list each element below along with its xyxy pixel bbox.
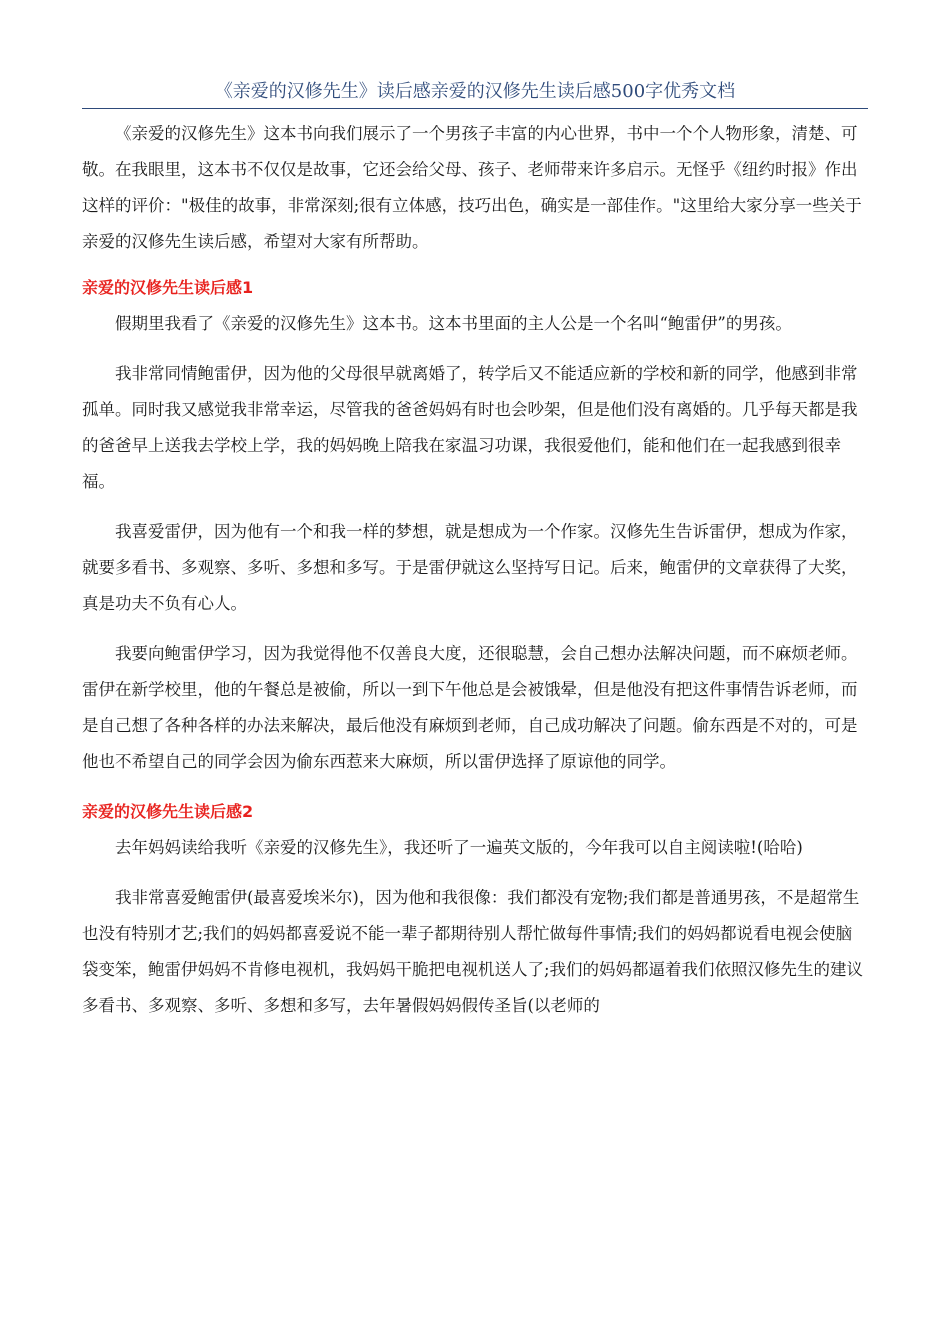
document-body [82, 116, 868, 1038]
paragraph: 我要向鲍雷伊学习，因为我觉得他不仅善良大度，还很聪慧，会自己想办法解决问题，而不麻烦老师。雷伊在新学校里，他的午餐总是被偷，所以一到下午他总是会被饿晕，但是他没有把这件事情告诉老师，而是自己想了各种各样的办法来解决，最后他没有麻烦到老师，自己成功解决了问题。偷东西是不对的，可是他也不希望自己的同学会因为偷东西惹来大麻烦，所以雷伊选择了原谅他的同学。 [82, 644, 858, 771]
section-heading: 亲爱的汉修先生读后感1 [82, 278, 254, 297]
paragraph: 去年妈妈读给我听《亲爱的汉修先生》，我还听了一遍英文版的，今年我可以自主阅读啦!(哈哈) [115, 838, 803, 857]
paragraph: 我喜爱雷伊，因为他有一个和我一样的梦想，就是想成为一个作家。汉修先生告诉雷伊，想成为作家，就要多看书、多观察、多听、多想和多写。于是雷伊就这么坚持写日记。后来，鲍雷伊的文章获得了大奖，真是功夫不负有心人。 [82, 522, 858, 613]
page-header [82, 78, 868, 109]
intro-paragraph: 《亲爱的汉修先生》这本书向我们展示了一个男孩子丰富的内心世界，书中一个个人物形象，清楚、可敬。在我眼里，这本书不仅仅是故事，它还会给父母、孩子、老师带来许多启示。无怪乎《纽约时报》作出这样的评价："极佳的故事，非常深刻;很有立体感，技巧出色，确实是一部佳作。"这里给大家分享一些关于亲爱的汉修先生读后感，希望对大家有所帮助。 [82, 124, 862, 251]
section-heading: 亲爱的汉修先生读后感2 [82, 802, 254, 821]
paragraph: 假期里我看了《亲爱的汉修先生》这本书。这本书里面的主人公是一个名叫“鲍雷伊”的男孩。 [115, 314, 792, 333]
document-title: 《亲爱的汉修先生》读后感亲爱的汉修先生读后感500字优秀文档 [214, 81, 736, 102]
section-2 [82, 794, 868, 1024]
paragraph: 我非常同情鲍雷伊，因为他的父母很早就离婚了，转学后又不能适应新的学校和新的同学，他感到非常孤单。同时我又感觉我非常幸运，尽管我的爸爸妈妈有时也会吵架，但是他们没有离婚的。几乎每天都是我的爸爸早上送我去学校上学，我的妈妈晚上陪我在家温习功课，我很爱他们，能和他们在一起我感到很幸福。 [82, 364, 858, 491]
paragraph: 我非常喜爱鲍雷伊(最喜爱埃米尔)，因为他和我很像：我们都没有宠物;我们都是普通男孩，不是超常生也没有特别才艺;我们的妈妈都喜爱说不能一辈子都期待别人帮忙做每件事情;我们的妈妈都说看电视会使脑袋变笨，鲍雷伊妈妈不肯修电视机，我妈妈干脆把电视机送人了;我们的妈妈都逼着我们依照汉修先生的建议多看书、多观察、多听、多想和多写，去年暑假妈妈假传圣旨(以老师的 [82, 888, 864, 1015]
section-1 [82, 270, 868, 780]
